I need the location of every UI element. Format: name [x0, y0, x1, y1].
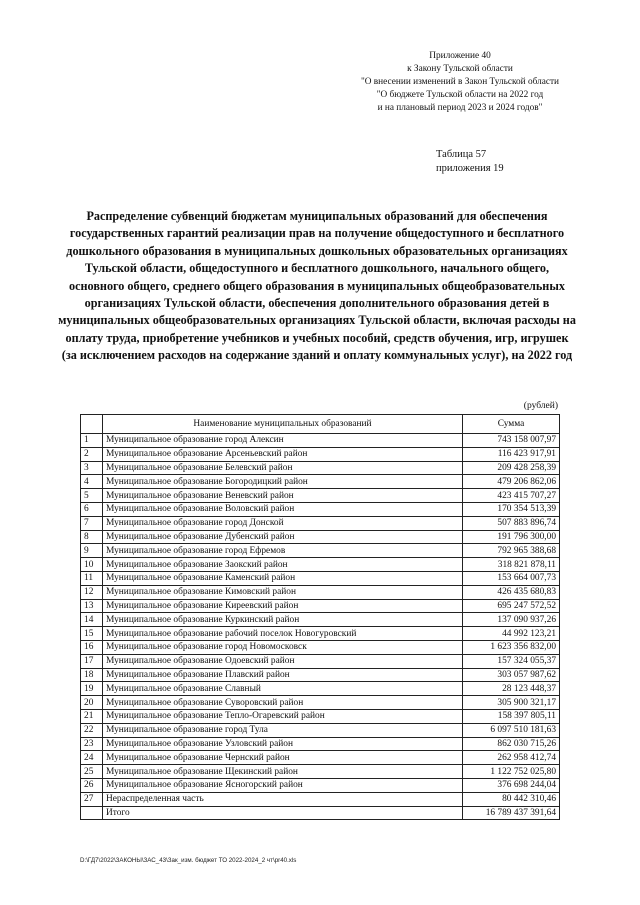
row-number: 7: [81, 516, 103, 530]
row-number: 15: [81, 627, 103, 641]
row-sum: 170 354 513,39: [463, 502, 560, 516]
table-row: [81, 737, 560, 751]
row-sum: 1 122 752 025,80: [463, 765, 560, 779]
table-body: [81, 434, 560, 807]
row-name: Муниципальное образование Щекинский район: [103, 765, 463, 779]
row-sum: 116 423 917,91: [463, 447, 560, 461]
table-reference-line-1: Таблица 57: [436, 149, 487, 160]
table-row: [81, 516, 560, 530]
table-row: [81, 613, 560, 627]
row-number: 8: [81, 530, 103, 544]
table-row: [81, 571, 560, 585]
row-sum: 743 158 007,97: [463, 434, 560, 448]
appendix-line-2: к Закону Тульской области: [407, 64, 513, 74]
table-header-row: [81, 415, 560, 434]
row-number: 26: [81, 778, 103, 792]
table-row: [81, 751, 560, 765]
table-row: [81, 765, 560, 779]
appendix-line-3: "О внесении изменений в Закон Тульской области: [360, 77, 560, 87]
row-sum: 137 090 937,26: [463, 613, 560, 627]
table-row: [81, 489, 560, 503]
row-sum: 80 442 310,46: [463, 792, 560, 806]
table-row: [81, 530, 560, 544]
table-reference-line-2: приложения 19: [436, 163, 504, 174]
row-name: Муниципальное образование Каменский район: [103, 571, 463, 585]
row-name: Муниципальное образование город Алексин: [103, 434, 463, 448]
table-row: [81, 461, 560, 475]
row-name: Муниципальное образование Куркинский район: [103, 613, 463, 627]
appendix-line-5: и на плановый период 2023 и 2024 годов": [377, 103, 543, 113]
row-number: 1: [81, 434, 103, 448]
row-name: Муниципальное образование Узловский район: [103, 737, 463, 751]
table-row: [81, 447, 560, 461]
row-number: 23: [81, 737, 103, 751]
row-sum: 318 821 878,11: [463, 558, 560, 572]
row-sum: 1 623 356 832,00: [463, 640, 560, 654]
row-sum: 44 992 123,21: [463, 627, 560, 641]
row-sum: 507 883 896,74: [463, 516, 560, 530]
row-number: 11: [81, 571, 103, 585]
row-number: 20: [81, 696, 103, 710]
row-number: 21: [81, 709, 103, 723]
document-title: Распределение субвенций бюджетам муниципальных образований для обеспечения государственных гарантий реализации прав на получение общедоступного и бесплатного дошкольного образования в муниципальных дошкольных образовательных организациях Тульской области, общедоступного и бесплатного дошкольного, начального общего, основного общего, среднего общего образования в муниципальных общеобразовательных организациях Тульской области, обеспечения дополнительного образования детей в муниципальных общеобразовательных организациях Тульской области, включая расходы на оплату труда, приобретение учебников и учебных пособий, средств обучения, игр, игрушек (за исключением расходов на содержание зданий и оплату коммунальных услуг), на 2022 год: [58, 209, 576, 363]
table-row: [81, 640, 560, 654]
row-name: Муниципальное образование Одоевский район: [103, 654, 463, 668]
header-sum: Сумма: [463, 415, 560, 434]
row-sum: 6 097 510 181,63: [463, 723, 560, 737]
appendix-header: [330, 50, 590, 115]
row-name: Муниципальное образование Тепло-Огаревский район: [103, 709, 463, 723]
row-number: 6: [81, 502, 103, 516]
header-number: [81, 415, 103, 434]
row-number: 27: [81, 792, 103, 806]
table-row: [81, 778, 560, 792]
table-row: [81, 792, 560, 806]
row-number: 4: [81, 475, 103, 489]
row-name: Муниципальное образование Суворовский район: [103, 696, 463, 710]
row-number: 12: [81, 585, 103, 599]
row-number: 10: [81, 558, 103, 572]
row-name: Муниципальное образование город Донской: [103, 516, 463, 530]
row-name: Муниципальное образование Белевский район: [103, 461, 463, 475]
total-label: Итого: [103, 806, 463, 820]
row-name: Муниципальное образование город Ефремов: [103, 544, 463, 558]
appendix-line-4: "О бюджете Тульской области на 2022 год: [376, 90, 544, 100]
row-name: Нераспределенная часть: [103, 792, 463, 806]
row-name: Муниципальное образование Киреевский район: [103, 599, 463, 613]
table-row: [81, 558, 560, 572]
row-name: Муниципальное образование Кимовский район: [103, 585, 463, 599]
row-number: 14: [81, 613, 103, 627]
row-sum: 157 324 055,37: [463, 654, 560, 668]
row-number: 16: [81, 640, 103, 654]
table-row: [81, 723, 560, 737]
row-sum: 862 030 715,26: [463, 737, 560, 751]
table-row: [81, 502, 560, 516]
row-number: 24: [81, 751, 103, 765]
row-sum: 305 900 321,17: [463, 696, 560, 710]
table-row: [81, 599, 560, 613]
row-sum: 376 698 244,04: [463, 778, 560, 792]
row-name: Муниципальное образование Славный: [103, 682, 463, 696]
row-sum: 479 206 862,06: [463, 475, 560, 489]
table-row: [81, 682, 560, 696]
table-row: [81, 654, 560, 668]
table-row: [81, 627, 560, 641]
row-number: 5: [81, 489, 103, 503]
row-sum: 792 965 388,68: [463, 544, 560, 558]
subventions-table: [80, 414, 560, 820]
row-name: Муниципальное образование Ясногорский район: [103, 778, 463, 792]
row-number: 25: [81, 765, 103, 779]
row-sum: 303 057 987,62: [463, 668, 560, 682]
row-number: 2: [81, 447, 103, 461]
row-sum: 191 796 300,00: [463, 530, 560, 544]
row-number: 18: [81, 668, 103, 682]
table-row: [81, 585, 560, 599]
row-name: Муниципальное образование Чернский район: [103, 751, 463, 765]
table-reference: [436, 148, 504, 176]
row-name: Муниципальное образование Дубенский район: [103, 530, 463, 544]
row-number: 9: [81, 544, 103, 558]
table-row: [81, 696, 560, 710]
header-name: Наименование муниципальных образований: [103, 415, 463, 434]
row-name: Муниципальное образование Воловский район: [103, 502, 463, 516]
table-row: [81, 475, 560, 489]
row-number: 19: [81, 682, 103, 696]
row-name: Муниципальное образование Арсеньевский район: [103, 447, 463, 461]
row-sum: 158 397 805,11: [463, 709, 560, 723]
row-name: Муниципальное образование Богородицкий район: [103, 475, 463, 489]
file-path-footer: D:\ГД7\2022\ЗАКОНЫ\ЗАС_43\Зак_изм. бюджет ТО 2022-2024_2 чт\pr40.xls: [80, 857, 297, 864]
row-sum: 426 435 680,83: [463, 585, 560, 599]
appendix-line-1: Приложение 40: [429, 51, 491, 61]
table-row: [81, 434, 560, 448]
row-name: Муниципальное образование рабочий поселок Новогуровский: [103, 627, 463, 641]
row-sum: 695 247 572,52: [463, 599, 560, 613]
row-name: Муниципальное образование Плавский район: [103, 668, 463, 682]
total-row: [81, 806, 560, 820]
table-row: [81, 668, 560, 682]
row-number: 22: [81, 723, 103, 737]
units-label: (рублей): [523, 401, 558, 411]
table-row: [81, 709, 560, 723]
row-number: 13: [81, 599, 103, 613]
row-sum: 28 123 448,37: [463, 682, 560, 696]
row-name: Муниципальное образование Веневский район: [103, 489, 463, 503]
row-sum: 262 958 412,74: [463, 751, 560, 765]
row-sum: 153 664 007,73: [463, 571, 560, 585]
row-sum: 423 415 707,27: [463, 489, 560, 503]
row-sum: 209 428 258,39: [463, 461, 560, 475]
row-name: Муниципальное образование город Новомосковск: [103, 640, 463, 654]
total-sum: 16 789 437 391,64: [463, 806, 560, 820]
row-number: 3: [81, 461, 103, 475]
total-number: [81, 806, 103, 820]
row-number: 17: [81, 654, 103, 668]
row-name: Муниципальное образование город Тула: [103, 723, 463, 737]
row-name: Муниципальное образование Заокский район: [103, 558, 463, 572]
table-row: [81, 544, 560, 558]
